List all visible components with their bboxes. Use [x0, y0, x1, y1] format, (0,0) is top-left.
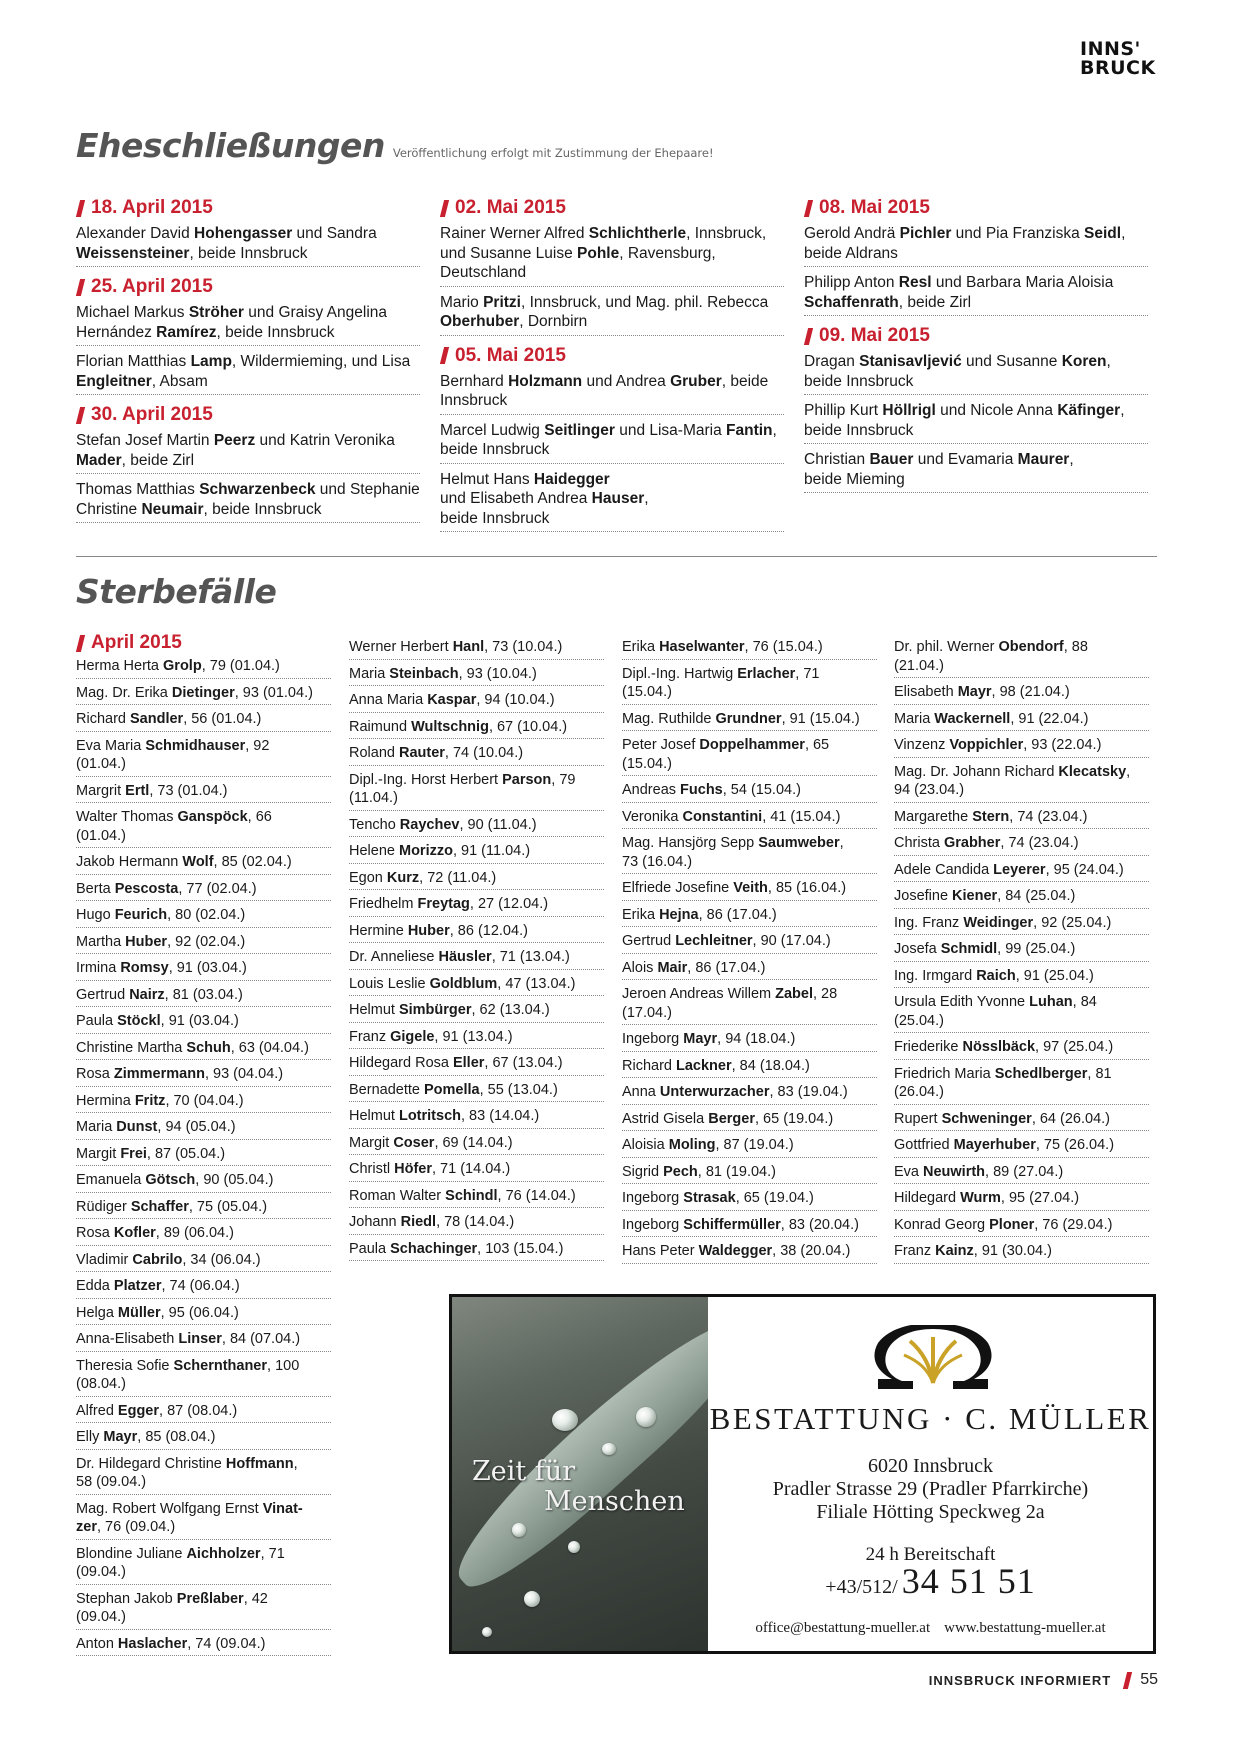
ad-slogan-line-1: Zeit für: [472, 1456, 576, 1487]
marriage-entry: Michael Markus Ströher und Graisy Angelina Hernández Ramírez, beide Innsbruck: [76, 302, 420, 346]
marriage-entry: Philipp Anton Resl und Barbara Maria Aloisia Schaffenrath, beide Zirl: [804, 272, 1148, 316]
death-entry: Josefa Schmidl, 99 (25.04.): [894, 939, 1149, 962]
marriage-date-heading: [76, 403, 420, 427]
death-entry: Richard Lackner, 84 (18.04.): [622, 1056, 877, 1079]
ad-email: office@bestattung-mueller.at: [755, 1620, 931, 1636]
slash-marker-icon: [76, 407, 85, 424]
death-entry: Astrid Gisela Berger, 65 (19.04.): [622, 1109, 877, 1132]
ad-text-panel: [708, 1297, 1153, 1651]
death-entry: Christa Grabher, 74 (23.04.): [894, 833, 1149, 856]
death-entry: Gertrud Lechleitner, 90 (17.04.): [622, 931, 877, 954]
death-entry: Elfriede Josefine Veith, 85 (16.04.): [622, 878, 877, 901]
death-entry: Rosa Kofler, 89 (06.04.): [76, 1223, 331, 1246]
death-entry: Alois Mair, 86 (17.04.): [622, 958, 877, 981]
marriage-entry: Bernhard Holzmann und Andrea Gruber, beide Innsbruck: [440, 371, 784, 415]
death-entry: Dipl.-Ing. Horst Herbert Parson, 79 (11.04.): [349, 770, 604, 811]
logo-line-2: BRUCK: [1080, 57, 1156, 79]
death-entry: Richard Sandler, 56 (01.04.): [76, 709, 331, 732]
death-entry: Mag. Dr. Erika Dietinger, 93 (01.04.): [76, 683, 331, 706]
marriage-entry: Gerold Andrä Pichler und Pia Franziska Seidl, beide Aldrans: [804, 223, 1148, 267]
marriage-entry: Thomas Matthias Schwarzenbeck und Stephanie Christine Neumair, beide Innsbruck: [76, 479, 420, 523]
marriage-date-heading: [76, 196, 420, 220]
death-entry: Rüdiger Schaffer, 75 (05.04.): [76, 1197, 331, 1220]
death-entry: Mag. Robert Wolfgang Ernst Vinat- zer, 76 (09.04.): [76, 1499, 331, 1540]
death-entry: Bernadette Pomella, 55 (13.04.): [349, 1080, 604, 1103]
death-entry: Maria Steinbach, 93 (10.04.): [349, 664, 604, 687]
marriage-date: 02. Mai 2015: [455, 197, 566, 218]
marriages-column-2: [440, 196, 784, 537]
death-entry: Johann Riedl, 78 (14.04.): [349, 1212, 604, 1235]
ad-phone-number: 34 51 51: [901, 1561, 1036, 1601]
ad-phone: [708, 1560, 1153, 1602]
death-entry: Tencho Raychev, 90 (11.04.): [349, 815, 604, 838]
death-entry: Paula Schachinger, 103 (15.04.): [349, 1239, 604, 1262]
marriages-subtitle: Veröffentlichung erfolgt mit Zustimmung der Ehepaare!: [392, 146, 714, 160]
deaths-month-heading: [76, 631, 331, 655]
death-entry: Eva Neuwirth, 89 (27.04.): [894, 1162, 1149, 1185]
ad-contact: [708, 1620, 1153, 1637]
death-entry: Theresia Sofie Schernthaner, 100 (08.04.): [76, 1356, 331, 1397]
death-entry: Konrad Georg Ploner, 76 (29.04.): [894, 1215, 1149, 1238]
page-number: 55: [1140, 1671, 1158, 1688]
death-entry: Hermina Fritz, 70 (04.04.): [76, 1091, 331, 1114]
death-entry: Raimund Wultschnig, 67 (10.04.): [349, 717, 604, 740]
death-entry: Dr. phil. Werner Obendorf, 88 (21.04.): [894, 637, 1149, 678]
death-entry: Hildegard Rosa Eller, 67 (13.04.): [349, 1053, 604, 1076]
death-entry: Jeroen Andreas Willem Zabel, 28 (17.04.): [622, 984, 877, 1025]
death-entry: Gottfried Mayerhuber, 75 (26.04.): [894, 1135, 1149, 1158]
ad-address-line-1: 6020 Innsbruck: [868, 1455, 993, 1477]
death-entry: Aloisia Moling, 87 (19.04.): [622, 1135, 877, 1158]
death-entry: Josefine Kiener, 84 (25.04.): [894, 886, 1149, 909]
deaths-heading: Sterbefälle: [76, 572, 277, 611]
death-entry: Eva Maria Schmidhauser, 92 (01.04.): [76, 736, 331, 777]
ad-address: [708, 1455, 1153, 1524]
marriage-entry: Mario Pritzi, Innsbruck, und Mag. phil. Rebecca Oberhuber, Dornbirn: [440, 292, 784, 336]
death-entry: Elly Mayr, 85 (08.04.): [76, 1427, 331, 1450]
death-entry: Erika Haselwanter, 76 (15.04.): [622, 637, 877, 660]
water-drop: [552, 1409, 578, 1431]
death-entry: Margit Frei, 87 (05.04.): [76, 1144, 331, 1167]
death-entry: Blondine Juliane Aichholzer, 71 (09.04.): [76, 1544, 331, 1585]
section-divider: [76, 556, 1157, 557]
marriage-date-heading: [440, 344, 784, 368]
death-entry: Ingeborg Mayr, 94 (18.04.): [622, 1029, 877, 1052]
marriage-date: 08. Mai 2015: [819, 197, 930, 218]
marriage-entry: Florian Matthias Lamp, Wildermieming, und Lisa Engleitner, Absam: [76, 351, 420, 395]
death-entry: Helmut Lotritsch, 83 (14.04.): [349, 1106, 604, 1129]
death-entry: Friederike Nösslbäck, 97 (25.04.): [894, 1037, 1149, 1060]
death-entry: Dipl.-Ing. Hartwig Erlacher, 71 (15.04.): [622, 664, 877, 705]
death-entry: Anna-Elisabeth Linser, 84 (07.04.): [76, 1329, 331, 1352]
marriage-date-heading: [804, 196, 1148, 220]
deaths-title: [76, 572, 276, 611]
ad-address-line-2: Pradler Strasse 29 (Pradler Pfarrkirche): [772, 1478, 1089, 1500]
death-entry: Ing. Franz Weidinger, 92 (25.04.): [894, 913, 1149, 936]
ad-slogan-line-2: Menschen: [544, 1486, 685, 1517]
death-entry: Maria Wackernell, 91 (22.04.): [894, 709, 1149, 732]
ad-firm-name: BESTATTUNG · C. MÜLLER: [709, 1401, 1152, 1436]
death-entry: Ingeborg Strasak, 65 (19.04.): [622, 1188, 877, 1211]
death-entry: Jakob Hermann Wolf, 85 (02.04.): [76, 852, 331, 875]
death-entry: Hermine Huber, 86 (12.04.): [349, 921, 604, 944]
ad-service-hours: 24 h Bereitschaft: [865, 1544, 996, 1565]
death-entry: Gertrud Nairz, 81 (03.04.): [76, 985, 331, 1008]
slash-marker-icon: [1123, 1672, 1132, 1689]
death-entry: Dr. Anneliese Häusler, 71 (13.04.): [349, 947, 604, 970]
marriage-date: 05. Mai 2015: [455, 344, 566, 366]
marriage-entry: Helmut Hans Haidegger und Elisabeth Andrea Hauser, beide Innsbruck: [440, 469, 784, 533]
death-entry: Sigrid Pech, 81 (19.04.): [622, 1162, 877, 1185]
death-entry: Roland Rauter, 74 (10.04.): [349, 743, 604, 766]
death-entry: Dr. Hildegard Christine Hoffmann, 58 (09.04.): [76, 1454, 331, 1495]
death-entry: Ursula Edith Yvonne Luhan, 84 (25.04.): [894, 992, 1149, 1033]
slash-marker-icon: [804, 200, 813, 217]
death-entry: Paula Stöckl, 91 (03.04.): [76, 1011, 331, 1034]
water-drop: [636, 1407, 656, 1427]
death-entry: Egon Kurz, 72 (11.04.): [349, 868, 604, 891]
slash-marker-icon: [76, 635, 85, 652]
marriage-entry: Phillip Kurt Höllrigl und Nicole Anna Käfinger, beide Innsbruck: [804, 400, 1148, 444]
marriage-entry: Marcel Ludwig Seitlinger und Lisa-Maria Fantin, beide Innsbruck: [440, 420, 784, 464]
death-entry: Margarethe Stern, 74 (23.04.): [894, 807, 1149, 830]
marriage-date-heading: [440, 196, 784, 220]
death-entry: Elisabeth Mayr, 98 (21.04.): [894, 682, 1149, 705]
death-entry: Werner Herbert Hanl, 73 (10.04.): [349, 637, 604, 660]
marriages-column-3: [804, 196, 1148, 498]
water-drop: [602, 1443, 616, 1455]
death-entry: Louis Leslie Goldblum, 47 (13.04.): [349, 974, 604, 997]
death-entry: Berta Pescosta, 77 (02.04.): [76, 879, 331, 902]
marriages-title: [76, 126, 714, 165]
ad-photo-dewdrop-leaf: [452, 1297, 708, 1651]
marriage-entry: Dragan Stanisavljević und Susanne Koren, beide Innsbruck: [804, 351, 1148, 395]
omega-icon: [858, 1325, 1008, 1395]
death-entry: Friedrich Maria Schedlberger, 81 (26.04.): [894, 1064, 1149, 1105]
death-entry: Helene Morizzo, 91 (11.04.): [349, 841, 604, 864]
death-entry: Stephan Jakob Preßlaber, 42 (09.04.): [76, 1589, 331, 1630]
water-drop: [568, 1541, 580, 1553]
logo-line-1: INNS': [1080, 38, 1141, 60]
death-entry: Vladimir Cabrilo, 34 (06.04.): [76, 1250, 331, 1273]
marriage-date: 25. April 2015: [91, 276, 213, 297]
deaths-column-1: [76, 632, 331, 1660]
death-entry: Margrit Ertl, 73 (01.04.): [76, 781, 331, 804]
death-entry: Hans Peter Waldegger, 38 (20.04.): [622, 1241, 877, 1264]
death-entry: Ingeborg Schiffermüller, 83 (20.04.): [622, 1215, 877, 1238]
deaths-column-4: [894, 637, 1149, 1268]
death-entry: Helga Müller, 95 (06.04.): [76, 1303, 331, 1326]
slash-marker-icon: [76, 200, 85, 217]
deaths-column-2: [349, 637, 604, 1265]
ad-phone-prefix: +43/512/: [825, 1576, 898, 1598]
water-drop: [524, 1591, 540, 1607]
marriage-date: 18. April 2015: [91, 197, 213, 218]
death-entry: Veronika Constantini, 41 (15.04.): [622, 807, 877, 830]
leaf-shape: [452, 1299, 708, 1605]
death-entry: Christine Martha Schuh, 63 (04.04.): [76, 1038, 331, 1061]
slash-marker-icon: [440, 347, 449, 364]
death-entry: Martha Huber, 92 (02.04.): [76, 932, 331, 955]
death-entry: Erika Hejna, 86 (17.04.): [622, 905, 877, 928]
death-entry: Anna Unterwurzacher, 83 (19.04.): [622, 1082, 877, 1105]
deaths-column-3: [622, 637, 877, 1268]
marriage-date-heading: [804, 324, 1148, 348]
death-entry: Christl Höfer, 71 (14.04.): [349, 1159, 604, 1182]
marriages-column-1: [76, 196, 420, 528]
death-entry: Mag. Hansjörg Sepp Saumweber, 73 (16.04.): [622, 833, 877, 874]
deaths-month: April 2015: [91, 632, 182, 653]
footer-publication: INNSBRUCK INFORMIERT: [928, 1672, 1112, 1688]
marriage-date: 30. April 2015: [91, 404, 213, 425]
death-entry: Herma Herta Grolp, 79 (01.04.): [76, 656, 331, 679]
death-entry: Edda Platzer, 74 (06.04.): [76, 1276, 331, 1299]
death-entry: Franz Gigele, 91 (13.04.): [349, 1027, 604, 1050]
ad-website: www.bestattung-mueller.at: [944, 1620, 1106, 1636]
ad-slogan: [472, 1457, 685, 1517]
marriage-entry: Rainer Werner Alfred Schlichtherle, Innsbruck, und Susanne Luise Pohle, Ravensburg, Deutschland: [440, 223, 784, 287]
marriage-entry: Alexander David Hohengasser und Sandra Weissensteiner, beide Innsbruck: [76, 223, 420, 267]
marriage-date: 09. Mai 2015: [819, 325, 930, 346]
marriage-date-heading: [76, 275, 420, 299]
slash-marker-icon: [804, 328, 813, 345]
death-entry: Anna Maria Kaspar, 94 (10.04.): [349, 690, 604, 713]
death-entry: Roman Walter Schindl, 76 (14.04.): [349, 1186, 604, 1209]
death-entry: Friedhelm Freytag, 27 (12.04.): [349, 894, 604, 917]
death-entry: Hildegard Wurm, 95 (27.04.): [894, 1188, 1149, 1211]
death-entry: Adele Candida Leyerer, 95 (24.04.): [894, 860, 1149, 883]
water-drop: [512, 1523, 526, 1537]
marriages-heading: Eheschließungen: [76, 126, 385, 165]
death-entry: Anton Haslacher, 74 (09.04.): [76, 1634, 331, 1657]
slash-marker-icon: [440, 200, 449, 217]
death-entry: Mag. Ruthilde Grundner, 91 (15.04.): [622, 709, 877, 732]
death-entry: Vinzenz Voppichler, 93 (22.04.): [894, 735, 1149, 758]
death-entry: Ing. Irmgard Raich, 91 (25.04.): [894, 966, 1149, 989]
death-entry: Emanuela Götsch, 90 (05.04.): [76, 1170, 331, 1193]
death-entry: Alfred Egger, 87 (08.04.): [76, 1401, 331, 1424]
ad-address-line-3: Filiale Hötting Speckweg 2a: [816, 1501, 1045, 1523]
funeral-advertisement: [449, 1294, 1156, 1654]
death-entry: Peter Josef Doppelhammer, 65 (15.04.): [622, 735, 877, 776]
logo: [1080, 40, 1158, 78]
marriage-entry: Stefan Josef Martin Peerz und Katrin Veronika Mader, beide Zirl: [76, 430, 420, 474]
water-drop: [482, 1627, 492, 1637]
death-entry: Mag. Dr. Johann Richard Klecatsky, 94 (23.04.): [894, 762, 1149, 803]
death-entry: Andreas Fuchs, 54 (15.04.): [622, 780, 877, 803]
death-entry: Margit Coser, 69 (14.04.): [349, 1133, 604, 1156]
death-entry: Irmina Romsy, 91 (03.04.): [76, 958, 331, 981]
death-entry: Rosa Zimmermann, 93 (04.04.): [76, 1064, 331, 1087]
death-entry: Rupert Schweninger, 64 (26.04.): [894, 1109, 1149, 1132]
death-entry: Helmut Simbürger, 62 (13.04.): [349, 1000, 604, 1023]
slash-marker-icon: [76, 279, 85, 296]
death-entry: Walter Thomas Ganspöck, 66 (01.04.): [76, 807, 331, 848]
page-footer: [929, 1671, 1158, 1689]
death-entry: Franz Kainz, 91 (30.04.): [894, 1241, 1149, 1264]
death-entry: Maria Dunst, 94 (05.04.): [76, 1117, 331, 1140]
marriage-entry: Christian Bauer und Evamaria Maurer, beide Mieming: [804, 449, 1148, 493]
death-entry: Hugo Feurich, 80 (02.04.): [76, 905, 331, 928]
